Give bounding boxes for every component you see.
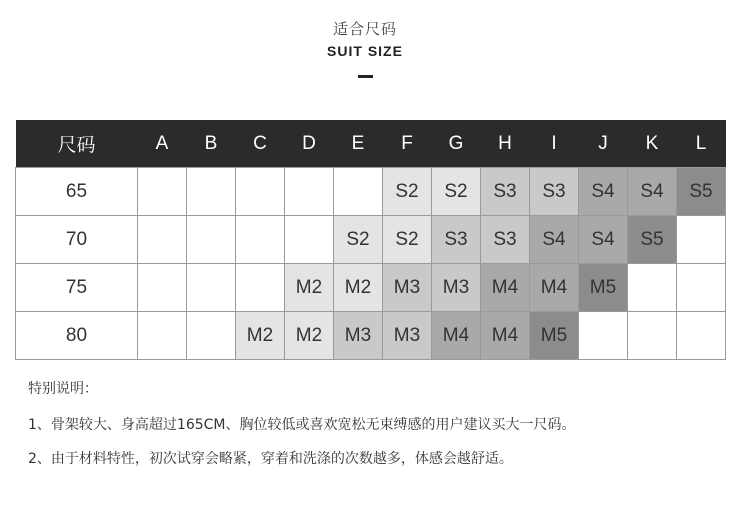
size-cell: S3 <box>530 168 579 216</box>
size-cell <box>236 264 285 312</box>
size-cell: M4 <box>481 312 530 360</box>
size-cell: M3 <box>383 264 432 312</box>
size-cell <box>138 264 187 312</box>
size-cell: M3 <box>432 264 481 312</box>
size-cell <box>187 312 236 360</box>
note-item: 2、由于材料特性，初次试穿会略紧，穿着和洗涤的次数越多，体感会越舒适。 <box>28 451 513 467</box>
title-divider <box>358 75 373 78</box>
column-header: F <box>383 120 432 168</box>
size-cell: S4 <box>579 216 628 264</box>
size-cell: S3 <box>432 216 481 264</box>
size-cell <box>187 216 236 264</box>
size-cell: M5 <box>579 264 628 312</box>
row-header: 70 <box>16 216 138 264</box>
column-header: E <box>334 120 383 168</box>
size-cell: M4 <box>432 312 481 360</box>
size-cell: M4 <box>530 264 579 312</box>
size-cell: S2 <box>432 168 481 216</box>
size-cell: M2 <box>334 264 383 312</box>
size-cell <box>187 168 236 216</box>
table-header-row <box>16 120 726 168</box>
column-header: K <box>628 120 677 168</box>
size-cell: S5 <box>628 216 677 264</box>
size-cell: S2 <box>383 216 432 264</box>
size-cell <box>138 168 187 216</box>
size-cell <box>138 312 187 360</box>
table-row <box>16 216 726 264</box>
size-cell <box>579 312 628 360</box>
page-title-cn: 适合尺码 <box>332 20 397 38</box>
size-cell <box>628 264 677 312</box>
size-cell: S2 <box>334 216 383 264</box>
row-header: 65 <box>16 168 138 216</box>
size-cell: M5 <box>530 312 579 360</box>
size-cell <box>138 216 187 264</box>
row-header: 80 <box>16 312 138 360</box>
size-cell <box>677 264 726 312</box>
size-cell <box>677 312 726 360</box>
column-header: B <box>187 120 236 168</box>
size-cell: S4 <box>579 168 628 216</box>
size-cell: S2 <box>383 168 432 216</box>
column-header: H <box>481 120 530 168</box>
column-header: C <box>236 120 285 168</box>
size-cell: S4 <box>628 168 677 216</box>
size-cell: M4 <box>481 264 530 312</box>
size-cell: S3 <box>481 216 530 264</box>
size-cell <box>236 216 285 264</box>
size-cell <box>334 168 383 216</box>
column-header: G <box>432 120 481 168</box>
size-cell <box>285 216 334 264</box>
table-row <box>16 312 726 360</box>
size-chart-table <box>15 120 726 360</box>
size-cell: S3 <box>481 168 530 216</box>
corner-header: 尺码 <box>16 120 138 168</box>
table-row <box>16 168 726 216</box>
size-cell <box>187 264 236 312</box>
size-cell <box>285 168 334 216</box>
page-title-en: SUIT SIZE <box>327 43 403 59</box>
row-header: 75 <box>16 264 138 312</box>
column-header: I <box>530 120 579 168</box>
size-cell: M3 <box>383 312 432 360</box>
column-header: A <box>138 120 187 168</box>
size-cell: M3 <box>334 312 383 360</box>
notes-title: 特别说明： <box>28 381 98 397</box>
size-cell: M2 <box>236 312 285 360</box>
size-cell: M2 <box>285 312 334 360</box>
size-cell <box>236 168 285 216</box>
size-cell <box>628 312 677 360</box>
size-cell <box>677 216 726 264</box>
column-header: J <box>579 120 628 168</box>
table-row <box>16 264 726 312</box>
size-cell: S4 <box>530 216 579 264</box>
column-header: D <box>285 120 334 168</box>
table-body <box>16 168 726 360</box>
size-cell: S5 <box>677 168 726 216</box>
size-cell: M2 <box>285 264 334 312</box>
notes-section <box>28 378 575 468</box>
column-header: L <box>677 120 726 168</box>
note-item: 1、骨架较大、身高超过165CM、胸位较低或喜欢宽松无束缚感的用户建议买大一尺码。 <box>28 417 576 433</box>
